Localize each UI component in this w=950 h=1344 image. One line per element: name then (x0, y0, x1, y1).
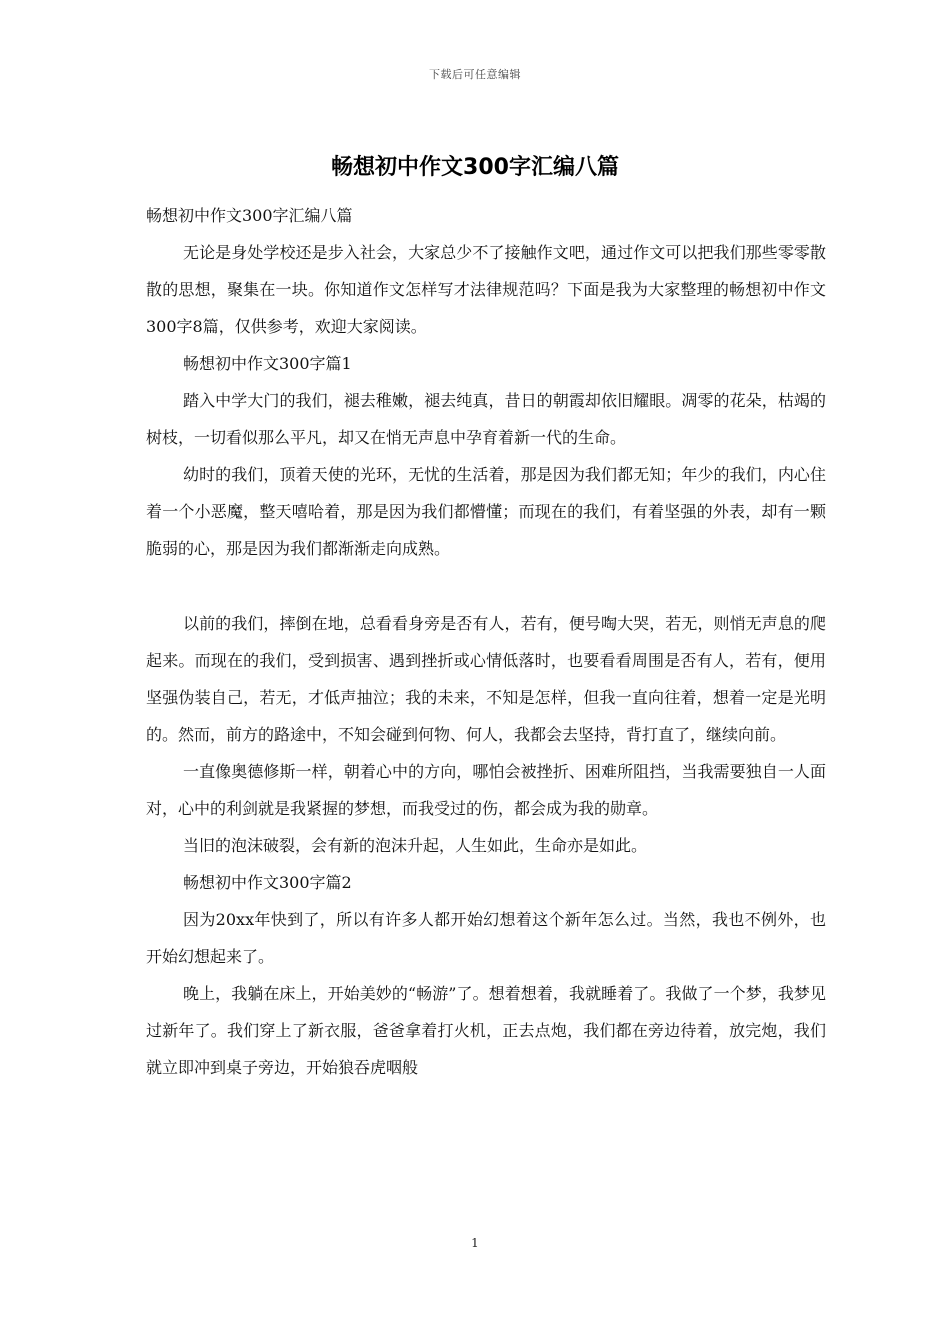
section-heading-2: 畅想初中作文300字篇2 (183, 873, 352, 892)
subtitle-paragraph: 畅想初中作文300字汇编八篇 (146, 206, 353, 225)
page-number: 1 (471, 1236, 479, 1250)
paragraph-spacer (146, 567, 826, 605)
section-heading-1: 畅想初中作文300字篇1 (183, 354, 352, 373)
page-header-note: 下载后可任意编辑 (429, 68, 521, 81)
body-paragraph: 当旧的泡沫破裂，会有新的泡沫升起，人生如此，生命亦是如此。 (183, 836, 648, 855)
document-body (146, 197, 826, 1086)
body-paragraph: 幼时的我们，顶着天使的光环，无忧的生活着，那是因为我们都无知；年少的我们，内心住着一个小恶魔，整天嘻哈着，那是因为我们都懵懂；而现在的我们，有着坚强的外表，却有一颗脆弱的心，那是因为我们都渐渐走向成熟。 (146, 465, 826, 558)
body-paragraph: 晚上，我躺在床上，开始美妙的“畅游”了。想着想着，我就睡着了。我做了一个梦，我梦见过新年了。我们穿上了新衣服，爸爸拿着打火机，正去点炮，我们都在旁边待着，放完炮，我们就立即冲到桌子旁边，开始狼吞虎咽般 (146, 984, 826, 1077)
body-paragraph: 踏入中学大门的我们，褪去稚嫩，褪去纯真，昔日的朝霞却依旧耀眼。凋零的花朵，枯竭的树枝，一切看似那么平凡，却又在悄无声息中孕育着新一代的生命。 (146, 391, 826, 447)
intro-paragraph: 无论是身处学校还是步入社会，大家总少不了接触作文吧，通过作文可以把我们那些零零散散的思想，聚集在一块。你知道作文怎样写才法律规范吗？下面是我为大家整理的畅想初中作文300字8篇，仅供参考，欢迎大家阅读。 (146, 243, 826, 336)
body-paragraph: 因为20xx年快到了，所以有许多人都开始幻想着这个新年怎么过。当然，我也不例外，也开始幻想起来了。 (146, 910, 826, 966)
body-paragraph: 以前的我们，摔倒在地，总看看身旁是否有人，若有，便号啕大哭，若无，则悄无声息的爬起来。而现在的我们，受到损害、遇到挫折或心情低落时，也要看看周围是否有人，若有，便用坚强伪装自己，若无，才低声抽泣；我的未来，不知是怎样，但我一直向往着，想着一定是光明的。然而，前方的路途中，不知会碰到何物、何人，我都会去坚持，背打直了，继续向前。 (146, 614, 826, 744)
body-paragraph: 一直像奥德修斯一样，朝着心中的方向，哪怕会被挫折、困难所阻挡，当我需要独自一人面对，心中的利剑就是我紧握的梦想，而我受过的伤，都会成为我的勋章。 (146, 762, 826, 818)
document-title: 畅想初中作文300字汇编八篇 (331, 155, 619, 180)
